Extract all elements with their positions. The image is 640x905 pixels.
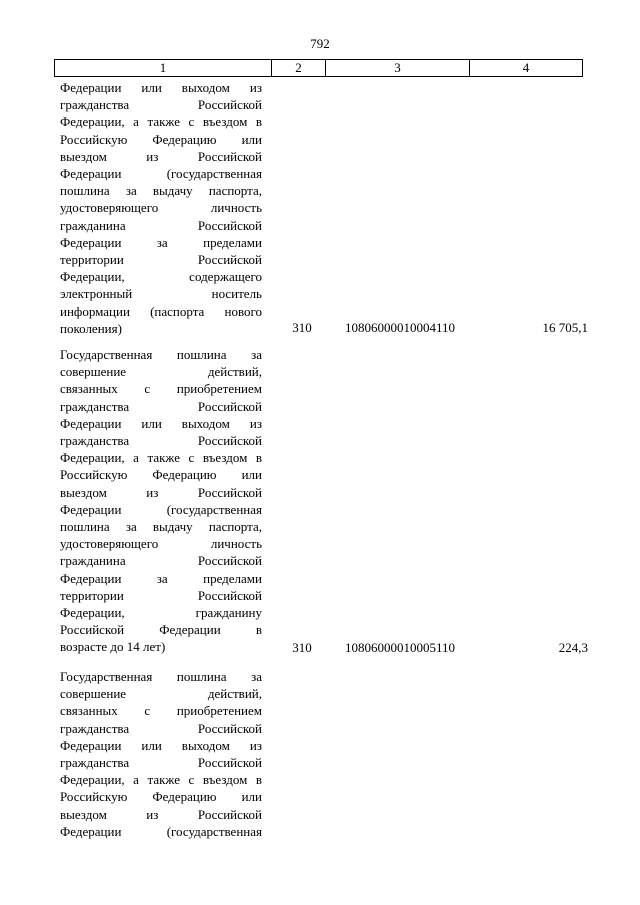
description-line: Федерации или выходом из [60,80,262,95]
column-header-4: 4 [470,60,583,77]
description-line: Федерации (государственная [60,823,262,839]
description-line: Федерации или выходом из [60,737,262,753]
row-kbk-code: 10806000010005110 [344,640,456,655]
description-line: информации (паспорта нового [60,303,262,319]
description-line: гражданина Российской [60,217,262,233]
description-line: выездом из Российской [60,484,262,500]
description-line: Федерации за пределами [60,234,262,250]
row-kbk-code: 10806000010004110 [344,320,456,335]
description-line: Федерации (государственная [60,501,262,517]
description-line: территории Российской [60,252,262,268]
description-line: удостоверяющего личность [60,536,262,552]
description-line: пошлина за выдачу паспорта, [60,183,262,199]
description-line: Федерации (государственная [60,166,262,182]
description-line: выездом из Российской [60,806,262,822]
row-code: 310 [292,320,312,335]
description-line: Федерации, а также с въездом в [60,114,262,130]
description-line: совершение действий, [60,364,262,380]
column-header-3: 3 [326,60,470,77]
description-line: территории Российской [60,587,262,603]
description-line: Государственная пошлина за [60,347,262,362]
column-header-table [54,59,583,77]
description-line: Федерации, гражданину [60,605,262,621]
description-line: удостоверяющего личность [60,200,262,216]
description-line: гражданства Российской [60,398,262,414]
column-header-row [55,60,583,77]
description-line: гражданина Российской [60,553,262,569]
page-number: 792 [310,36,330,51]
description-line: Федерации, а также с въездом в [60,450,262,466]
column-header-2: 2 [272,60,326,77]
description-line: гражданства Российской [60,433,262,449]
description-line: гражданства Российской [60,97,262,113]
description-line: связанных с приобретением [60,703,262,719]
description-line: совершение действий, [60,686,262,702]
row-code: 310 [292,640,312,655]
description-line: поколения) [60,320,122,336]
description-line: Федерации, а также с въездом в [60,772,262,788]
description-line: гражданства Российской [60,720,262,736]
description-line: возрасте до 14 лет) [60,639,166,655]
row-amount: 16 705,1 [542,320,588,335]
description-line: пошлина за выдачу паспорта, [60,519,262,535]
description-line: Федерации, содержащего [60,269,262,285]
description-line: Российской Федерации в [60,622,262,638]
row-description [60,668,262,840]
row-amount: 224,3 [558,640,588,655]
row-description [60,79,262,337]
description-line: Российскую Федерацию или [60,131,262,147]
description-line: Федерации за пределами [60,570,262,586]
column-header-1: 1 [55,60,272,77]
description-line: электронный носитель [60,286,262,302]
description-line: связанных с приобретением [60,381,262,397]
description-line: Российскую Федерацию или [60,789,262,805]
description-line: Федерации или выходом из [60,415,262,431]
description-line: выездом из Российской [60,148,262,164]
description-line: гражданства Российской [60,755,262,771]
description-line: Государственная пошлина за [60,669,262,684]
row-description [60,346,262,656]
description-line: Российскую Федерацию или [60,467,262,483]
